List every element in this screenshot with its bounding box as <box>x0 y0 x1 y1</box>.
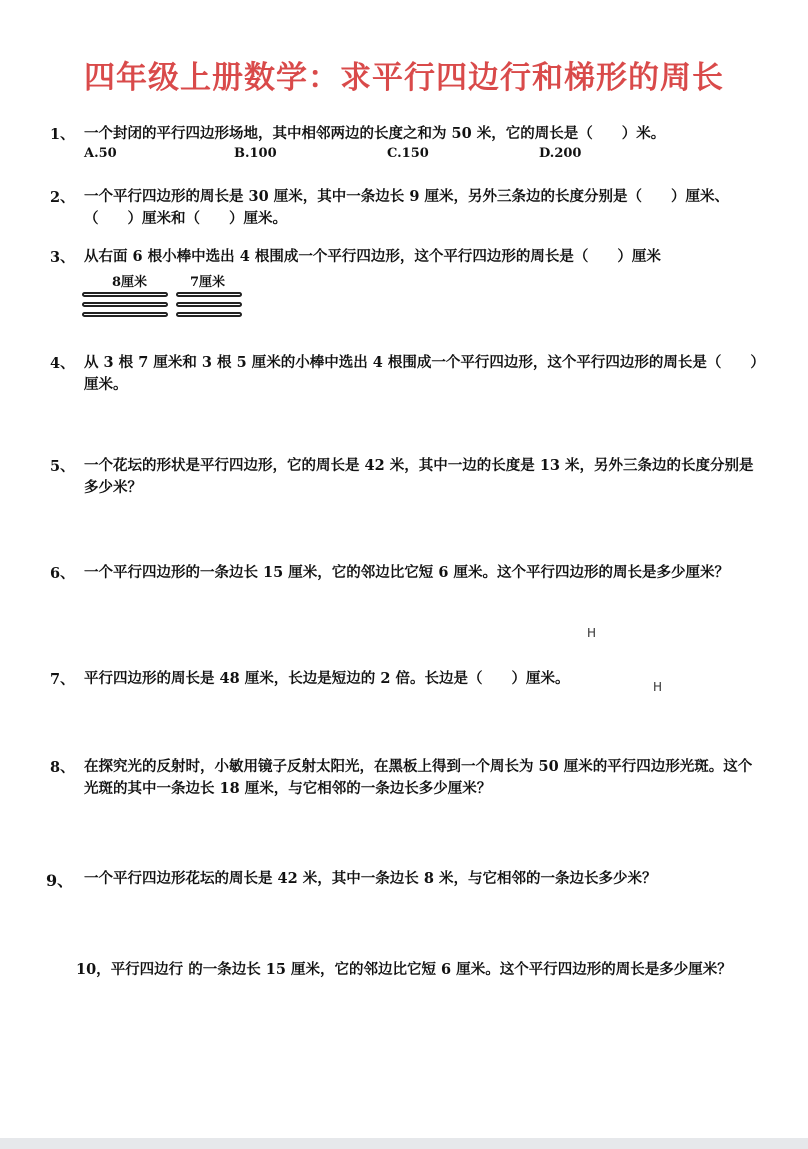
stick-7cm <box>176 312 242 317</box>
bottom-bar <box>0 1138 808 1149</box>
question-text: 一个平行四边形花坛的周长是 42 米，其中一条边长 8 米，与它相邻的一条边长多少米？ <box>84 870 657 887</box>
question-number: 10， <box>76 961 111 978</box>
stick-8cm <box>82 292 168 297</box>
pen-mark: H <box>653 680 663 694</box>
option-a: A.50 <box>84 146 117 161</box>
question-text: 在探究光的反射时，小敏用镜子反射太阳光，在黑板上得到一个周长为 50 厘米的平行四边形光斑。这个光斑的其中一条边长 18 厘米，与它相邻的一条边长多少厘米？ <box>84 758 753 797</box>
question-number: 6、 <box>50 565 75 582</box>
question-number: 4、 <box>50 355 75 372</box>
stick-label-7cm: 7厘米 <box>190 275 226 290</box>
page-title: 四年级上册数学：求平行四边行和梯形的周长 <box>84 60 724 96</box>
option-d: D.200 <box>539 146 582 161</box>
question-number: 1、 <box>50 126 75 143</box>
question-text: 平行四边形的周长是 48 厘米，长边是短边的 2 倍。长边是（ ）厘米。 <box>84 670 570 687</box>
question-text: 从右面 6 根小棒中选出 4 根围成一个平行四边形，这个平行四边形的周长是（ ）厘米 <box>84 248 661 265</box>
question-number: 5、 <box>50 458 75 475</box>
question-text: 从 3 根 7 厘米和 3 根 5 厘米的小棒中选出 4 根围成一个平行四边形，这个平行四边形的周长是（ ）厘米。 <box>84 354 758 393</box>
question-text: 一个花坛的形状是平行四边形，它的周长是 42 米，其中一边的长度是 13 米，另外三条边的长度分别是多少米？ <box>84 457 754 496</box>
stick-8cm <box>82 312 168 317</box>
question-number: 2、 <box>50 189 75 206</box>
question-number: 7、 <box>50 671 75 688</box>
pen-mark: H <box>587 626 597 640</box>
question-text: 一个平行四边形的周长是 30 厘米，其中一条边长 9 厘米，另外三条边的长度分别是（ ）厘米、（ ）厘米和（ ）厘米。 <box>84 188 729 227</box>
question-number: 9、 <box>46 871 74 890</box>
stick-label-8cm: 8厘米 <box>112 275 148 290</box>
question-text: 一个平行四边形的一条边长 15 厘米，它的邻边比它短 6 厘米。这个平行四边形的周长是多少厘米？ <box>84 564 729 581</box>
question-number: 3、 <box>50 249 75 266</box>
stick-8cm <box>82 302 168 307</box>
option-b: B.100 <box>234 146 277 161</box>
stick-7cm <box>176 292 242 297</box>
question-text: 一个封闭的平行四边形场地，其中相邻两边的长度之和为 50 米，它的周长是（ ）米。 <box>84 125 666 142</box>
question-text: 10，平行四边行 的一条边长 15 厘米，它的邻边比它短 6 厘米。这个平行四边形的周长是多少厘米？ <box>76 961 732 978</box>
option-c: C.150 <box>387 146 429 161</box>
stick-7cm <box>176 302 242 307</box>
question-number: 8、 <box>50 759 75 776</box>
